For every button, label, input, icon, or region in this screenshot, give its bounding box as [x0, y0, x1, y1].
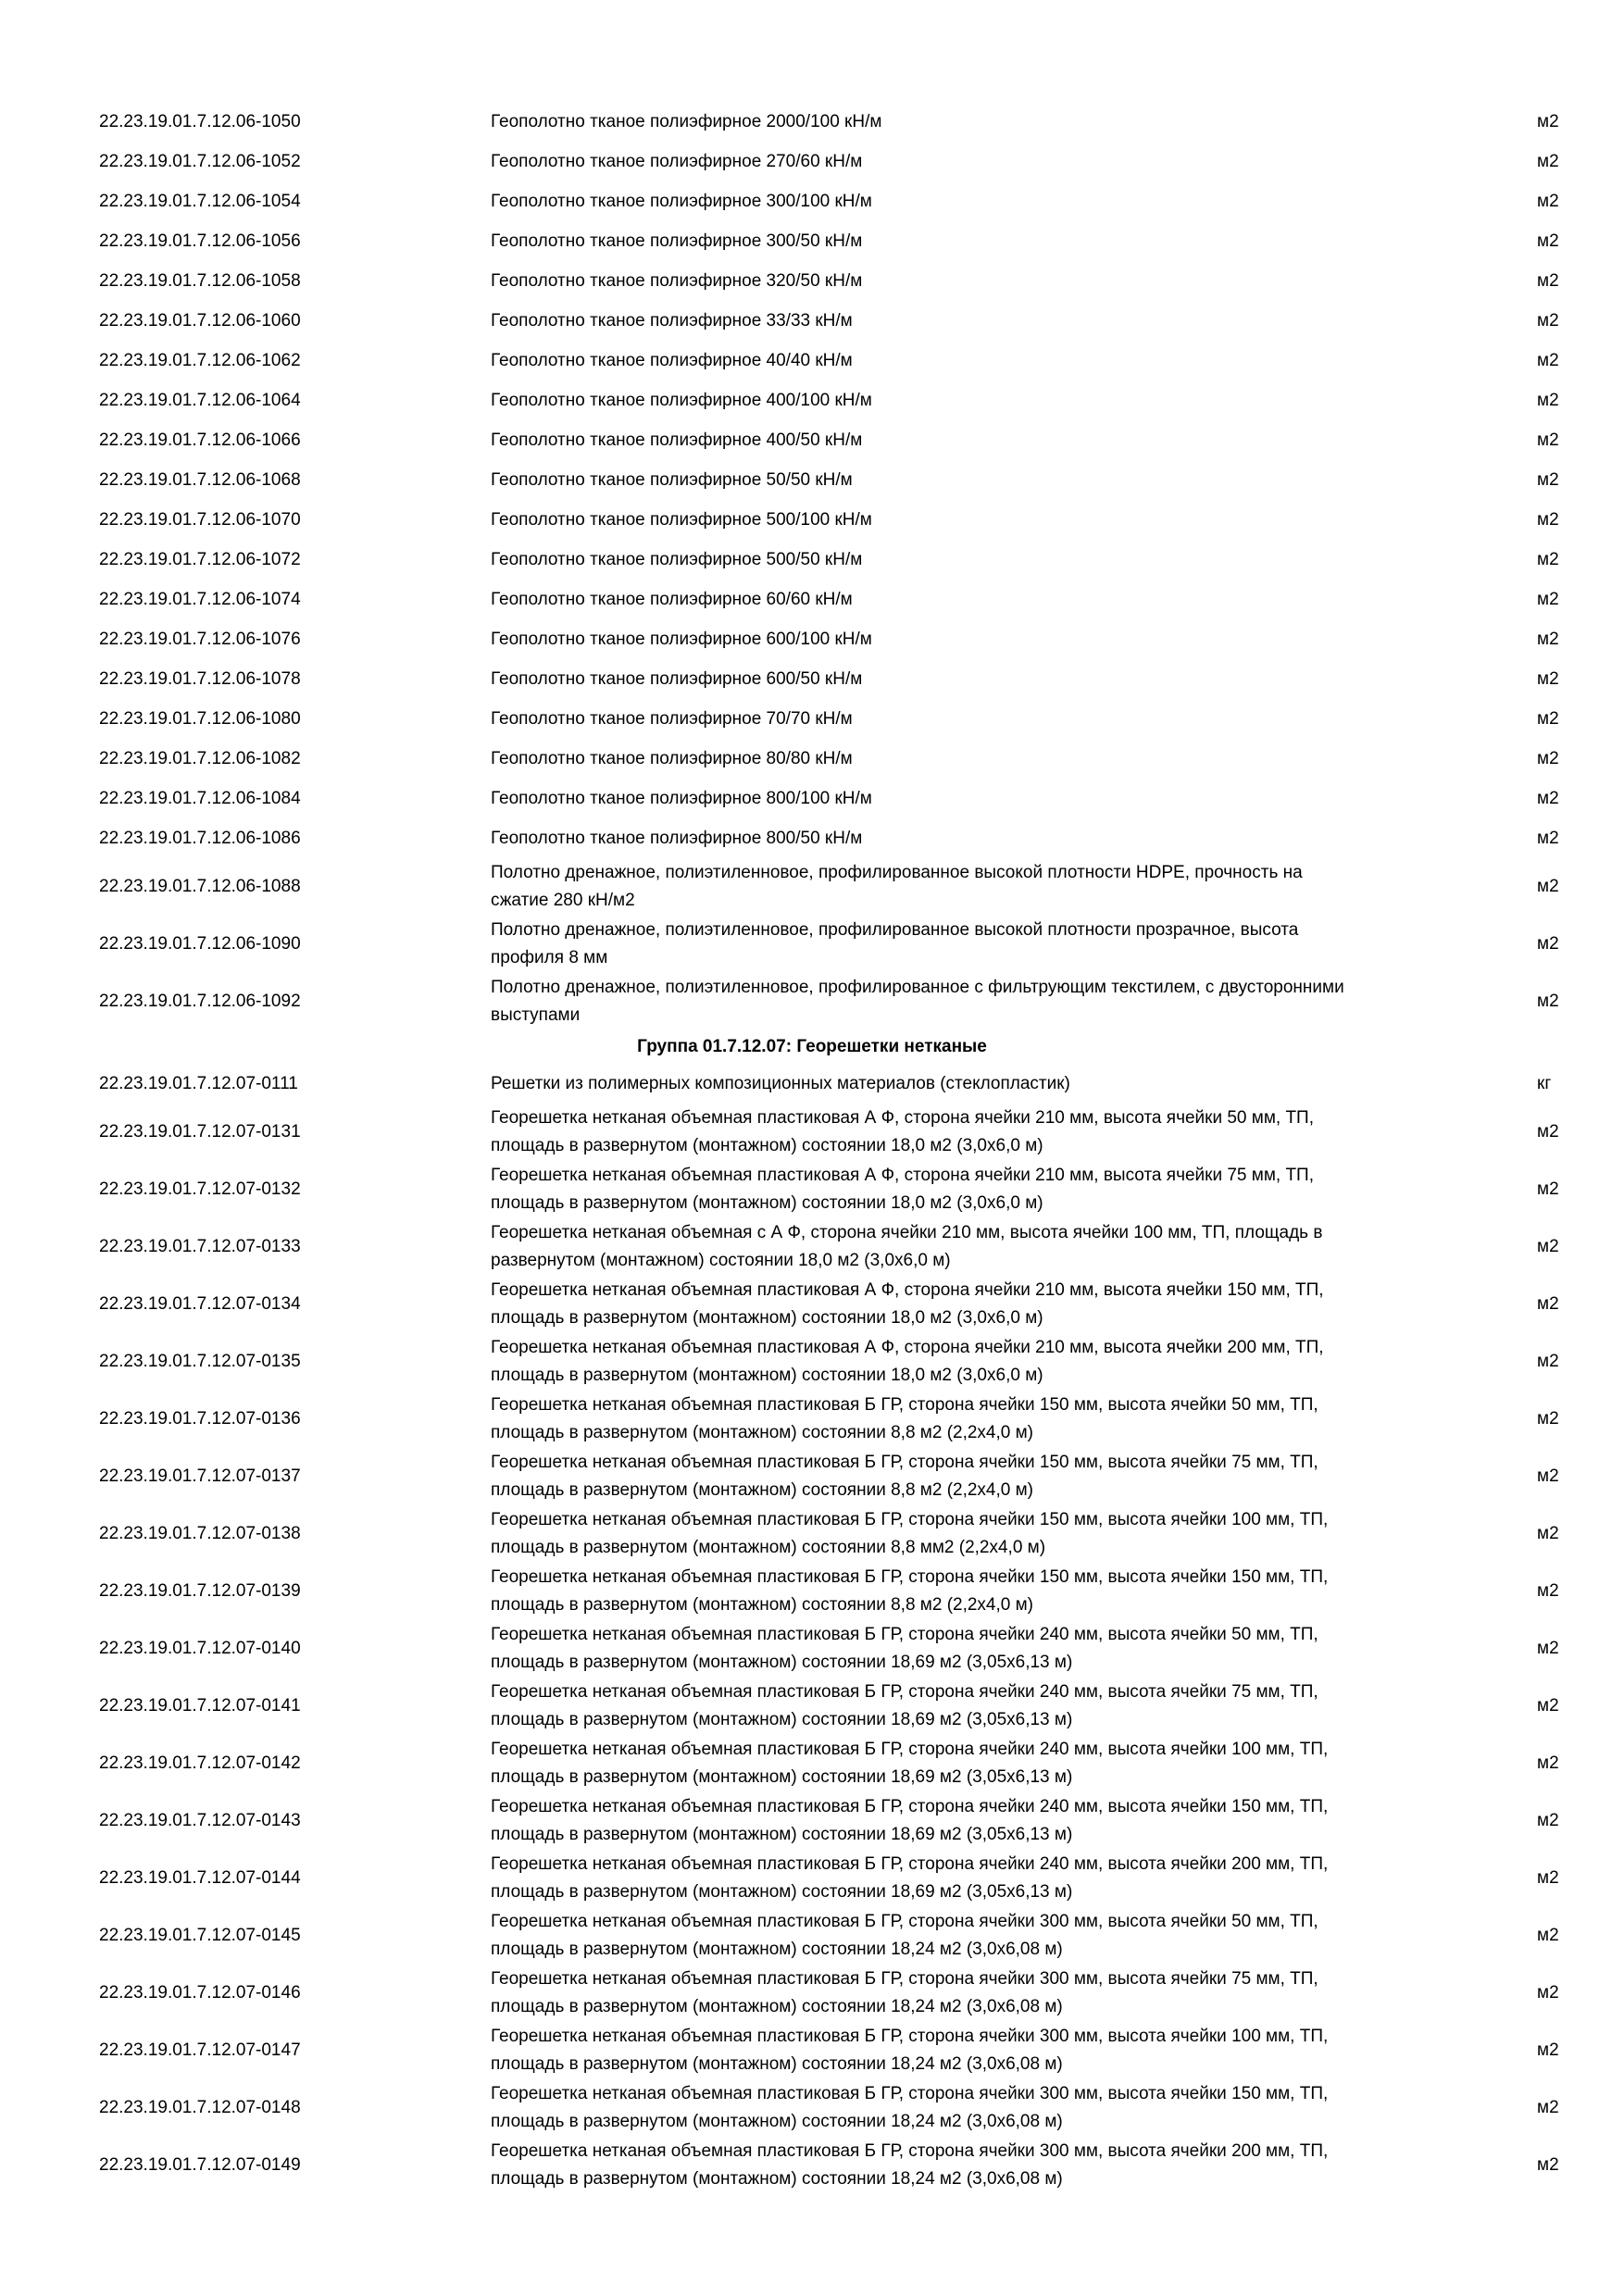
unit-of-measure: м2: [1537, 2040, 1559, 2060]
resource-name: Геополотно тканое полиэфирное 400/50 кН/м: [491, 430, 863, 450]
resource-name: Георешетка нетканая объемная пластиковая Б ГР, сторона ячейки 150 мм, высота ячейки 75 мм, ТП, площадь в развернутом (монтажном) состоянии 8,8 м2 (2,2х4,0 м): [491, 1453, 1318, 1500]
resource-name: Геополотно тканое полиэфирное 800/100 кН/м: [491, 788, 872, 808]
resource-code: 22.23.19.01.7.12.07-0140: [99, 1639, 301, 1658]
resource-code: 22.23.19.01.7.12.06-1062: [99, 350, 301, 370]
section-07-rows: [0, 1064, 1624, 2194]
table-row: [0, 181, 1624, 221]
resource-name: Георешетка нетканая объемная пластиковая Б ГР, сторона ячейки 300 мм, высота ячейки 150 мм, ТП, площадь в развернутом (монтажном) состоянии 18,24 м2 (3,0х6,08 м): [491, 2084, 1329, 2131]
resource-name: Полотно дренажное, полиэтиленновое, профилированное высокой плотности прозрачное, высота профиля 8 мм: [491, 920, 1299, 967]
resource-code: 22.23.19.01.7.12.06-1058: [99, 270, 301, 291]
unit-of-measure: м2: [1537, 430, 1559, 450]
resource-code: 22.23.19.01.7.12.06-1084: [99, 788, 301, 808]
unit-of-measure: м2: [1537, 1409, 1559, 1429]
resource-code: 22.23.19.01.7.12.07-0144: [99, 1868, 301, 1888]
resource-name: Геополотно тканое полиэфирное 80/80 кН/м: [491, 748, 853, 768]
resource-code: 22.23.19.01.7.12.06-1060: [99, 310, 301, 331]
resource-name: Георешетка нетканая объемная пластиковая А Ф, сторона ячейки 210 мм, высота ячейки 200 мм, ТП, площадь в развернутом (монтажном) состоянии 18,0 м2 (3,0х6,0 м): [491, 1338, 1324, 1385]
resource-name: Георешетка нетканая объемная пластиковая Б ГР, сторона ячейки 240 мм, высота ячейки 150 мм, ТП, площадь в развернутом (монтажном) состоянии 18,69 м2 (3,05х6,13 м): [491, 1797, 1329, 1844]
unit-of-measure: м2: [1537, 151, 1559, 171]
resource-name: Георешетка нетканая объемная пластиковая А Ф, сторона ячейки 210 мм, высота ячейки 75 мм, ТП, площадь в развернутом (монтажном) состоянии 18,0 м2 (3,0х6,0 м): [491, 1166, 1314, 1213]
resource-name: Полотно дренажное, полиэтиленновое, профилированное высокой плотности HDPE, прочность на сжатие 280 кН/м2: [491, 863, 1303, 910]
resource-code: 22.23.19.01.7.12.06-1072: [99, 549, 301, 569]
table-row: [0, 460, 1624, 500]
resource-name: Геополотно тканое полиэфирное 800/50 кН/м: [491, 828, 863, 848]
unit-of-measure: м2: [1537, 191, 1559, 211]
resource-code: 22.23.19.01.7.12.07-0138: [99, 1524, 301, 1543]
resource-code: 22.23.19.01.7.12.07-0148: [99, 2098, 301, 2117]
resource-name: Георешетка нетканая объемная пластиковая Б ГР, сторона ячейки 240 мм, высота ячейки 200 мм, ТП, площадь в развернутом (монтажном) состоянии 18,69 м2 (3,05х6,13 м): [491, 1854, 1329, 1902]
resource-code: 22.23.19.01.7.12.06-1074: [99, 589, 301, 609]
table-row: [0, 1735, 1624, 1792]
resource-name: Геополотно тканое полиэфирное 40/40 кН/м: [491, 350, 853, 370]
resource-name: Георешетка нетканая объемная пластиковая А Ф, сторона ячейки 210 мм, высота ячейки 50 мм, ТП, площадь в развернутом (монтажном) состоянии 18,0 м2 (3,0х6,0 м): [491, 1108, 1314, 1155]
resource-code: 22.23.19.01.7.12.06-1066: [99, 430, 301, 450]
resource-code: 22.23.19.01.7.12.07-0137: [99, 1466, 301, 1486]
table-row: [0, 1563, 1624, 1620]
table-row: [0, 2022, 1624, 2079]
resource-name: Геополотно тканое полиэфирное 70/70 кН/м: [491, 708, 853, 729]
resource-code: 22.23.19.01.7.12.06-1088: [99, 877, 301, 896]
table-row: [0, 142, 1624, 181]
table-row: [0, 1064, 1624, 1104]
table-row: [0, 858, 1624, 916]
table-row: [0, 1678, 1624, 1735]
resource-code: 22.23.19.01.7.12.07-0146: [99, 1983, 301, 2003]
resource-name: Георешетка нетканая объемная с А Ф, сторона ячейки 210 мм, высота ячейки 100 мм, ТП, площадь в развернутом (монтажном) состоянии 18,0 м2 (3,0х6,0 м): [491, 1223, 1323, 1270]
table-row: [0, 739, 1624, 779]
resource-name: Геополотно тканое полиэфирное 300/100 кН/м: [491, 191, 872, 211]
resource-name: Георешетка нетканая объемная пластиковая Б ГР, сторона ячейки 300 мм, высота ячейки 50 мм, ТП, площадь в развернутом (монтажном) состоянии 18,24 м2 (3,0х6,08 м): [491, 1912, 1318, 1959]
resource-code: 22.23.19.01.7.12.07-0134: [99, 1294, 301, 1314]
resource-code: 22.23.19.01.7.12.07-0132: [99, 1179, 301, 1199]
table-row: [0, 580, 1624, 619]
table-row: [0, 659, 1624, 699]
resource-code: 22.23.19.01.7.12.07-0135: [99, 1352, 301, 1371]
unit-of-measure: м2: [1537, 934, 1559, 954]
resource-code: 22.23.19.01.7.12.07-0147: [99, 2040, 301, 2060]
table-row: [0, 1620, 1624, 1678]
resource-code: 22.23.19.01.7.12.06-1056: [99, 231, 301, 251]
resource-name: Георешетка нетканая объемная пластиковая Б ГР, сторона ячейки 240 мм, высота ячейки 50 мм, ТП, площадь в развернутом (монтажном) состоянии 18,69 м2 (3,05х6,13 м): [491, 1625, 1318, 1672]
unit-of-measure: м2: [1537, 1868, 1559, 1888]
unit-of-measure: м2: [1537, 748, 1559, 768]
resource-code: 22.23.19.01.7.12.06-1086: [99, 828, 301, 848]
unit-of-measure: м2: [1537, 708, 1559, 729]
resource-name: Геополотно тканое полиэфирное 500/50 кН/м: [491, 549, 863, 569]
resource-name: Решетки из полимерных композиционных материалов (стеклопластик): [491, 1073, 1070, 1093]
resource-name: Георешетка нетканая объемная пластиковая А Ф, сторона ячейки 210 мм, высота ячейки 150 мм, ТП, площадь в развернутом (монтажном) состоянии 18,0 м2 (3,0х6,0 м): [491, 1280, 1324, 1328]
resource-name: Геополотно тканое полиэфирное 500/100 кН/м: [491, 509, 872, 530]
resource-code: 22.23.19.01.7.12.07-0142: [99, 1753, 301, 1773]
unit-of-measure: м2: [1537, 1237, 1559, 1256]
resource-name: Геополотно тканое полиэфирное 320/50 кН/м: [491, 270, 863, 291]
unit-of-measure: м2: [1537, 1122, 1559, 1142]
table-row: [0, 102, 1624, 142]
resource-code: 22.23.19.01.7.12.06-1064: [99, 390, 301, 410]
resource-code: 22.23.19.01.7.12.07-0136: [99, 1409, 301, 1429]
resource-name: Георешетка нетканая объемная пластиковая Б ГР, сторона ячейки 240 мм, высота ячейки 75 мм, ТП, площадь в развернутом (монтажном) состоянии 18,69 м2 (3,05х6,13 м): [491, 1682, 1318, 1729]
unit-of-measure: м2: [1537, 1294, 1559, 1314]
resource-name: Геополотно тканое полиэфирное 300/50 кН/м: [491, 231, 863, 251]
resource-code: 22.23.19.01.7.12.07-0141: [99, 1696, 301, 1716]
resource-name: Полотно дренажное, полиэтиленновое, профилированное с фильтрующим текстилем, с двусторонними выступами: [491, 978, 1344, 1025]
unit-of-measure: м2: [1537, 469, 1559, 490]
resource-code: 22.23.19.01.7.12.07-0149: [99, 2155, 301, 2175]
table-row: [0, 2137, 1624, 2194]
unit-of-measure: м2: [1537, 111, 1559, 131]
unit-of-measure: м2: [1537, 668, 1559, 689]
table-row: [0, 500, 1624, 540]
resource-name: Георешетка нетканая объемная пластиковая Б ГР, сторона ячейки 300 мм, высота ячейки 100 мм, ТП, площадь в развернутом (монтажном) состоянии 18,24 м2 (3,0х6,08 м): [491, 2027, 1329, 2074]
unit-of-measure: м2: [1537, 1179, 1559, 1199]
unit-of-measure: кг: [1537, 1073, 1552, 1093]
resource-code: 22.23.19.01.7.12.06-1050: [99, 111, 301, 131]
resource-code: 22.23.19.01.7.12.06-1054: [99, 191, 301, 211]
unit-of-measure: м2: [1537, 1524, 1559, 1543]
resource-code: 22.23.19.01.7.12.06-1068: [99, 469, 301, 490]
unit-of-measure: м2: [1537, 2098, 1559, 2117]
unit-of-measure: м2: [1537, 589, 1559, 609]
document-page: [0, 102, 1624, 2194]
resource-name: Георешетка нетканая объемная пластиковая Б ГР, сторона ячейки 240 мм, высота ячейки 100 мм, ТП, площадь в развернутом (монтажном) состоянии 18,69 м2 (3,05х6,13 м): [491, 1740, 1329, 1787]
resource-code: 22.23.19.01.7.12.07-0133: [99, 1237, 301, 1256]
unit-of-measure: м2: [1537, 877, 1559, 896]
unit-of-measure: м2: [1537, 509, 1559, 530]
table-row: [0, 261, 1624, 301]
table-row: [0, 301, 1624, 341]
resource-code: 22.23.19.01.7.12.06-1082: [99, 748, 301, 768]
table-row: [0, 1218, 1624, 1276]
resource-code: 22.23.19.01.7.12.06-1070: [99, 509, 301, 530]
resource-name: Геополотно тканое полиэфирное 600/100 кН/м: [491, 629, 872, 649]
table-row: [0, 1161, 1624, 1218]
table-row: [0, 341, 1624, 381]
resource-name: Георешетка нетканая объемная пластиковая Б ГР, сторона ячейки 150 мм, высота ячейки 100 мм, ТП, площадь в развернутом (монтажном) состоянии 8,8 мм2 (2,2х4,0 м): [491, 1510, 1329, 1557]
table-row: [0, 1391, 1624, 1448]
unit-of-measure: м2: [1537, 1753, 1559, 1773]
resource-code: 22.23.19.01.7.12.07-0143: [99, 1811, 301, 1830]
table-row: [0, 2079, 1624, 2137]
resource-name: Георешетка нетканая объемная пластиковая Б ГР, сторона ячейки 300 мм, высота ячейки 200 мм, ТП, площадь в развернутом (монтажном) состоянии 18,24 м2 (3,0х6,08 м): [491, 2141, 1329, 2189]
resource-name: Геополотно тканое полиэфирное 60/60 кН/м: [491, 589, 853, 609]
table-row: [0, 1850, 1624, 1907]
table-row: [0, 1792, 1624, 1850]
table-row: [0, 818, 1624, 858]
table-row: [0, 1505, 1624, 1563]
unit-of-measure: м2: [1537, 828, 1559, 848]
resource-code: 22.23.19.01.7.12.06-1076: [99, 629, 301, 649]
unit-of-measure: м2: [1537, 1926, 1559, 1945]
resource-code: 22.23.19.01.7.12.07-0139: [99, 1581, 301, 1601]
table-row: [0, 540, 1624, 580]
unit-of-measure: м2: [1537, 390, 1559, 410]
unit-of-measure: м2: [1537, 310, 1559, 331]
table-row: [0, 420, 1624, 460]
unit-of-measure: м2: [1537, 549, 1559, 569]
resource-code: 22.23.19.01.7.12.07-0111: [99, 1073, 298, 1093]
resource-name: Геополотно тканое полиэфирное 50/50 кН/м: [491, 469, 853, 490]
resource-name: Георешетка нетканая объемная пластиковая Б ГР, сторона ячейки 150 мм, высота ячейки 150 мм, ТП, площадь в развернутом (монтажном) состоянии 8,8 м2 (2,2х4,0 м): [491, 1567, 1329, 1615]
resource-name: Георешетка нетканая объемная пластиковая Б ГР, сторона ячейки 150 мм, высота ячейки 50 мм, ТП, площадь в развернутом (монтажном) состоянии 8,8 м2 (2,2х4,0 м): [491, 1395, 1318, 1442]
group-title: Группа 01.7.12.07: Георешетки нетканые: [637, 1037, 987, 1056]
unit-of-measure: м2: [1537, 1581, 1559, 1601]
unit-of-measure: м2: [1537, 1696, 1559, 1716]
unit-of-measure: м2: [1537, 629, 1559, 649]
resource-name: Геополотно тканое полиэфирное 2000/100 кН/м: [491, 111, 882, 131]
unit-of-measure: м2: [1537, 2155, 1559, 2175]
resource-code: 22.23.19.01.7.12.06-1092: [99, 992, 301, 1011]
table-row: [0, 1333, 1624, 1391]
resource-name: Геополотно тканое полиэфирное 33/33 кН/м: [491, 310, 853, 331]
resource-code: 22.23.19.01.7.12.06-1078: [99, 668, 301, 689]
resource-name: Геополотно тканое полиэфирное 400/100 кН/м: [491, 390, 872, 410]
section-06-rows: [0, 102, 1624, 1030]
resource-code: 22.23.19.01.7.12.07-0145: [99, 1926, 301, 1945]
resource-code: 22.23.19.01.7.12.06-1080: [99, 708, 301, 729]
table-row: [0, 381, 1624, 420]
table-row: [0, 1448, 1624, 1505]
table-row: [0, 1965, 1624, 2022]
table-row: [0, 916, 1624, 973]
resource-code: 22.23.19.01.7.12.07-0131: [99, 1122, 301, 1142]
resource-code: 22.23.19.01.7.12.06-1090: [99, 934, 301, 954]
resource-code: 22.23.19.01.7.12.06-1052: [99, 151, 301, 171]
table-row: [0, 973, 1624, 1030]
unit-of-measure: м2: [1537, 1466, 1559, 1486]
unit-of-measure: м2: [1537, 992, 1559, 1011]
unit-of-measure: м2: [1537, 1983, 1559, 2003]
table-row: [0, 619, 1624, 659]
resource-name: Геополотно тканое полиэфирное 270/60 кН/м: [491, 151, 863, 171]
table-row: [0, 779, 1624, 818]
unit-of-measure: м2: [1537, 1811, 1559, 1830]
resource-name: Георешетка нетканая объемная пластиковая Б ГР, сторона ячейки 300 мм, высота ячейки 75 мм, ТП, площадь в развернутом (монтажном) состоянии 18,24 м2 (3,0х6,08 м): [491, 1969, 1318, 2016]
table-row: [0, 699, 1624, 739]
group-heading: [0, 1030, 1624, 1064]
unit-of-measure: м2: [1537, 231, 1559, 251]
unit-of-measure: м2: [1537, 1639, 1559, 1658]
table-row: [0, 1276, 1624, 1333]
table-row: [0, 221, 1624, 261]
unit-of-measure: м2: [1537, 788, 1559, 808]
table-row: [0, 1907, 1624, 1965]
table-row: [0, 1104, 1624, 1161]
resource-name: Геополотно тканое полиэфирное 600/50 кН/м: [491, 668, 863, 689]
unit-of-measure: м2: [1537, 270, 1559, 291]
unit-of-measure: м2: [1537, 1352, 1559, 1371]
unit-of-measure: м2: [1537, 350, 1559, 370]
